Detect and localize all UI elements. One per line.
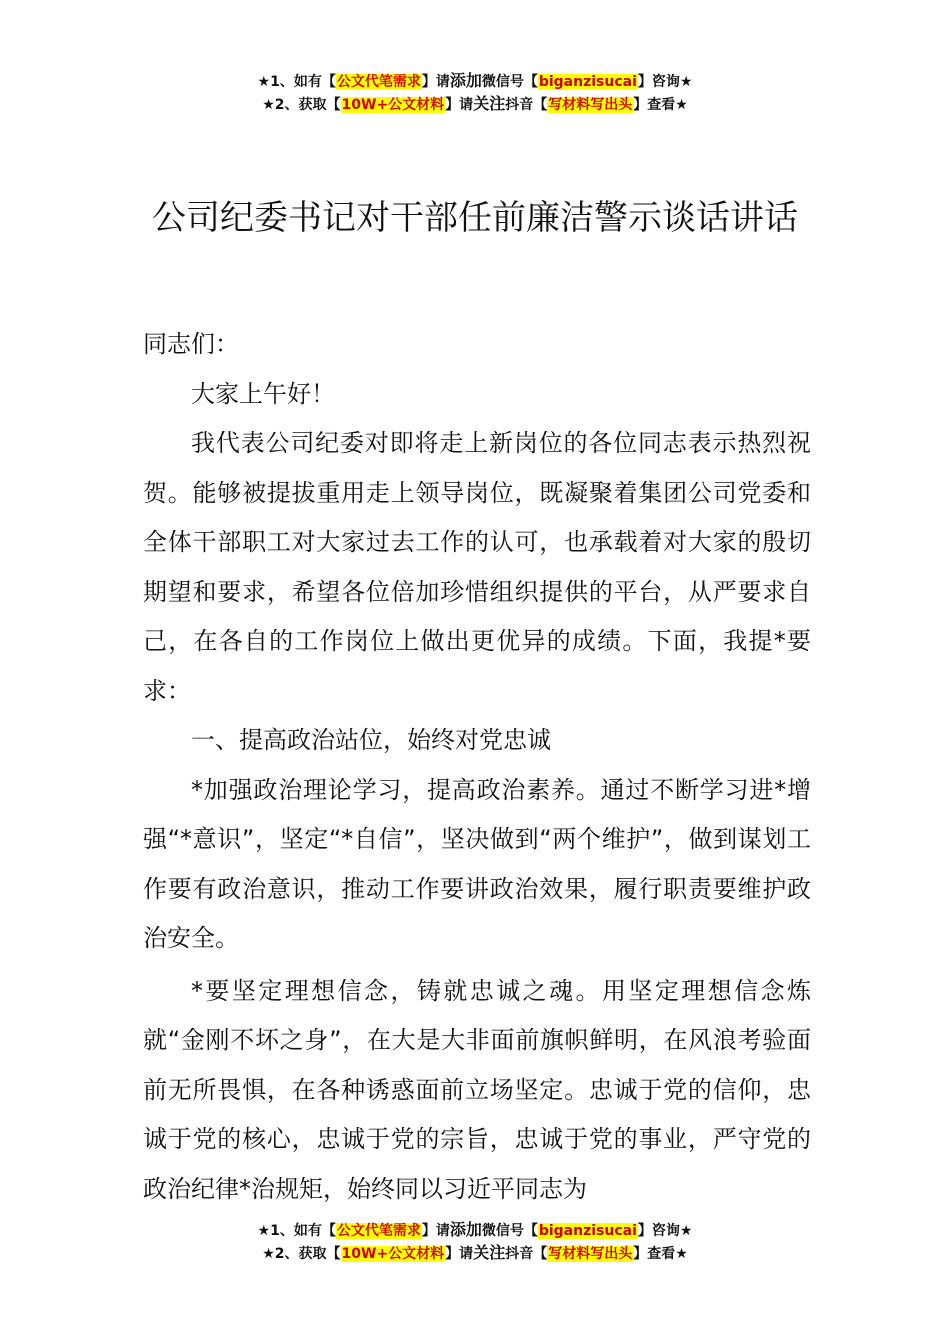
banner-line-1 xyxy=(0,1219,950,1242)
greeting: 大家上午好！ xyxy=(191,379,335,408)
emphasis-text: 添加 xyxy=(449,1220,482,1239)
banner-text: 微信号【 xyxy=(481,1223,538,1239)
highlight-text: 公文代笔需求 xyxy=(336,1223,421,1239)
highlight-text: 公文代笔需求 xyxy=(336,74,421,90)
banner-text: 】请 xyxy=(445,97,474,113)
highlight-text: 写材料写出头 xyxy=(548,1246,633,1262)
emphasis-text: 关注 xyxy=(473,94,506,113)
highlight-text: biganzisucai xyxy=(538,74,637,90)
banner-text: 】查看★ xyxy=(633,97,688,113)
highlight-text: 写材料写出头 xyxy=(548,97,633,113)
banner-text: ★2、获取【 xyxy=(262,1246,341,1262)
salutation: 同志们： xyxy=(143,330,239,358)
banner-line-2 xyxy=(0,1242,950,1265)
banner-text: 】查看★ xyxy=(633,1246,688,1262)
banner-text: 】请 xyxy=(421,74,450,90)
body-paragraph: *加强政治理论学习，提高政治素养。通过不断学习进*增强“*意识”，坚定“*自信”，坚决做到“两个维护”，做到谋划工作要有政治意识，推动工作要讲政治效果，履行职责要维护政治安全。 xyxy=(143,775,811,952)
intro-paragraph: 我代表公司纪委对即将走上新岗位的各位同志表示热烈祝贺。能够被提拔重用走上领导岗位，既凝聚着集团公司党委和全体干部职工对大家过去工作的认可，也承载着对大家的殷切期望和要求，希望各位倍加珍惜组织提供的平台，从严要求自己，在各自的工作岗位上做出更优异的成绩。下面，我提*要求： xyxy=(143,429,811,705)
banner-text: 】请 xyxy=(421,1223,450,1239)
banner-text: ★1、如有【 xyxy=(257,1223,336,1239)
footer-banner xyxy=(0,1219,950,1265)
banner-text: 微信号【 xyxy=(481,74,538,90)
banner-text: 】咨询★ xyxy=(637,74,693,90)
highlight-text: biganzisucai xyxy=(538,1223,637,1239)
banner-line-2 xyxy=(0,93,950,116)
emphasis-text: 添加 xyxy=(449,71,482,90)
body-paragraph: *要坚定理想信念，铸就忠诚之魂。用坚定理想信念炼就“金刚不坏之身”，在大是大非面前旗帜鲜明，在风浪考验面前无所畏惧，在各种诱惑面前立场坚定。忠诚于党的信仰，忠诚于党的核心，忠诚于党的宗旨，忠诚于党的事业，严守党的政治纪律*治规矩，始终同以习近平同志为 xyxy=(143,976,811,1203)
banner-line-1 xyxy=(0,70,950,93)
banner-text: ★1、如有【 xyxy=(257,74,336,90)
section-heading: 一、提高政治站位，始终对党忠诚 xyxy=(191,726,551,754)
banner-text: 】请 xyxy=(445,1246,474,1262)
document-body xyxy=(143,320,811,1214)
banner-text: 抖音【 xyxy=(505,1246,548,1262)
header-banner xyxy=(0,70,950,116)
document-title: 公司纪委书记对干部任前廉洁警示谈话讲话 xyxy=(152,197,798,238)
banner-text: 抖音【 xyxy=(505,97,548,113)
banner-text: ★2、获取【 xyxy=(262,97,341,113)
emphasis-text: 关注 xyxy=(473,1243,506,1262)
highlight-text: 10W+公文材料 xyxy=(341,97,445,113)
banner-text: 】咨询★ xyxy=(637,1223,693,1239)
highlight-text: 10W+公文材料 xyxy=(341,1246,445,1262)
